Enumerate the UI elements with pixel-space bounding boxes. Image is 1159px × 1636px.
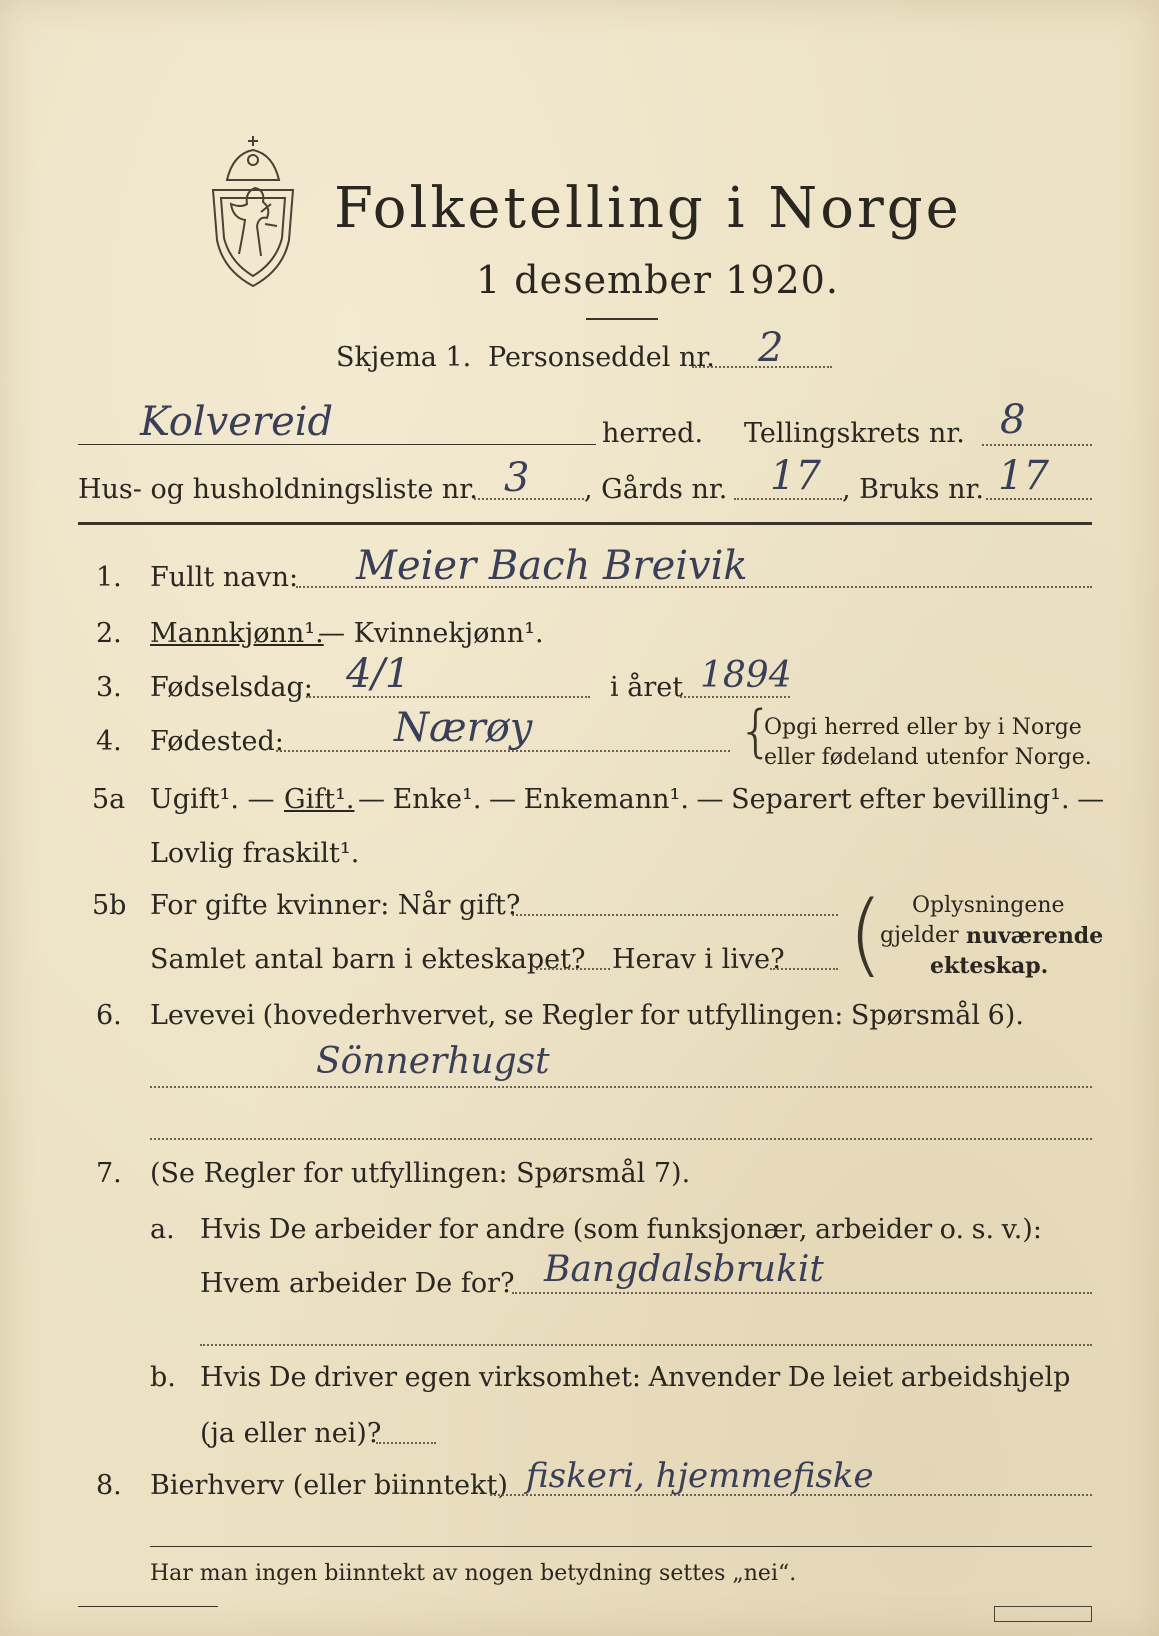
q6-label: Levevei (hovederhvervet, se Regler for utfyllingen: Spørsmål 6).	[150, 1000, 1024, 1031]
gards-value: 17	[770, 453, 821, 499]
q7-label: (Se Regler for utfyllingen: Spørsmål 7).	[150, 1158, 691, 1189]
q7a-line-2	[200, 1344, 1092, 1346]
census-date: 1 desember 1920.	[476, 258, 839, 302]
herred-value: Kolvereid	[140, 399, 334, 445]
personseddel-value: 2	[758, 325, 784, 371]
herred-line	[78, 444, 596, 445]
q3-value: 4/1	[346, 651, 411, 697]
form-title: Folketelling i Norge	[334, 176, 962, 241]
skjema-label: Skjema 1.	[336, 342, 472, 373]
q1-label: Fullt navn:	[150, 562, 299, 593]
q3-year-value: 1894	[700, 655, 792, 696]
q8-number: 8.	[96, 1470, 122, 1501]
footnote-divider	[78, 1606, 218, 1607]
q3-label: Fødselsdag:	[150, 672, 313, 703]
q5a-rest: — Enke¹. — Enkemann¹. — Separert efter bevilling¹. —	[358, 784, 1105, 815]
q7a-letter: a.	[150, 1214, 175, 1245]
q5a-ugift: Ugift¹. —	[150, 784, 275, 815]
q5b-children-line	[536, 968, 610, 970]
q6-line-2	[150, 1138, 1092, 1140]
q4-value: Nærøy	[394, 705, 533, 751]
q5b-line1: For gifte kvinner: Når gift?	[150, 890, 521, 921]
q7b-text: Hvis De driver egen virksomhet: Anvender De leiet arbeidshjelp	[200, 1362, 1071, 1393]
bruks-label: , Bruks nr.	[842, 474, 985, 505]
q7a-question: Hvem arbeider De for?	[200, 1268, 515, 1299]
q7-number: 7.	[96, 1158, 122, 1189]
title-divider	[586, 318, 658, 320]
q5a-gift: Gift¹.	[284, 784, 355, 815]
header-divider	[78, 522, 1092, 525]
q7b-line	[376, 1442, 436, 1444]
husliste-value: 3	[504, 455, 530, 501]
q4-number: 4.	[96, 726, 122, 757]
q7a-value: Bangdalsbrukit	[544, 1249, 824, 1290]
q1-number: 1.	[96, 562, 122, 593]
q3-number: 3.	[96, 672, 122, 703]
q5b-note-2a: gjelder	[880, 923, 959, 948]
q5a-number: 5a	[92, 784, 126, 815]
printer-stamp	[994, 1606, 1092, 1622]
footer-note: Har man ingen biinntekt av nogen betydning settes „nei“.	[150, 1561, 797, 1586]
q7a-text: Hvis De arbeider for andre (som funksjonær, arbeider o. s. v.):	[200, 1214, 1042, 1245]
coat-of-arms-icon	[205, 132, 301, 288]
gards-label: , Gårds nr.	[584, 474, 728, 505]
q5b-alive-line	[770, 968, 838, 970]
q5b-brace: (	[848, 882, 884, 987]
q3-year-label: i året	[610, 672, 684, 703]
q5b-gift-line	[512, 914, 838, 916]
q6-line-1	[150, 1086, 1092, 1088]
q7a-line	[512, 1292, 1092, 1294]
q5b-children: Samlet antal barn i ekteskapet?	[150, 944, 586, 975]
q5b-note-2b: nuværende	[966, 923, 1104, 949]
tellingskrets-line	[982, 444, 1092, 446]
personseddel-label: Personseddel nr.	[488, 342, 715, 373]
q6-number: 6.	[96, 1000, 122, 1031]
tellingskrets-value: 8	[1000, 397, 1026, 443]
tellingskrets-label: Tellingskrets nr.	[744, 418, 965, 449]
q8-value: fiskeri, hjemmefiske	[526, 1456, 874, 1496]
q4-brace: {	[738, 699, 774, 764]
q4-label: Fødested:	[150, 726, 284, 757]
q5b-alive: Herav i live?	[612, 944, 785, 975]
footer-divider	[150, 1546, 1092, 1547]
husliste-label: Hus- og husholdningsliste nr.	[78, 474, 478, 505]
q2-male: Mannkjønn¹.	[150, 618, 324, 649]
q2-number: 2.	[96, 618, 122, 649]
q7b-letter: b.	[150, 1362, 176, 1393]
q6-value: Sönnerhugst	[316, 1041, 550, 1082]
q7b-question: (ja eller nei)?	[200, 1418, 382, 1449]
q5b-note-1: Oplysningene	[912, 893, 1065, 918]
q1-value: Meier Bach Breivik	[356, 543, 748, 589]
q5b-number: 5b	[92, 890, 127, 921]
bruks-value: 17	[998, 453, 1049, 499]
q5a-fraskilt: Lovlig fraskilt¹.	[150, 838, 360, 869]
q5b-note-3: ekteskap.	[930, 953, 1049, 979]
q4-note-2: eller fødeland utenfor Norge.	[764, 745, 1092, 770]
q4-note-1: Opgi herred eller by i Norge	[764, 715, 1082, 740]
q8-label: Bierhverv (eller biinntekt)	[150, 1470, 508, 1501]
herred-label: herred.	[602, 418, 704, 449]
q2-female: — Kvinnekjønn¹.	[318, 618, 544, 649]
